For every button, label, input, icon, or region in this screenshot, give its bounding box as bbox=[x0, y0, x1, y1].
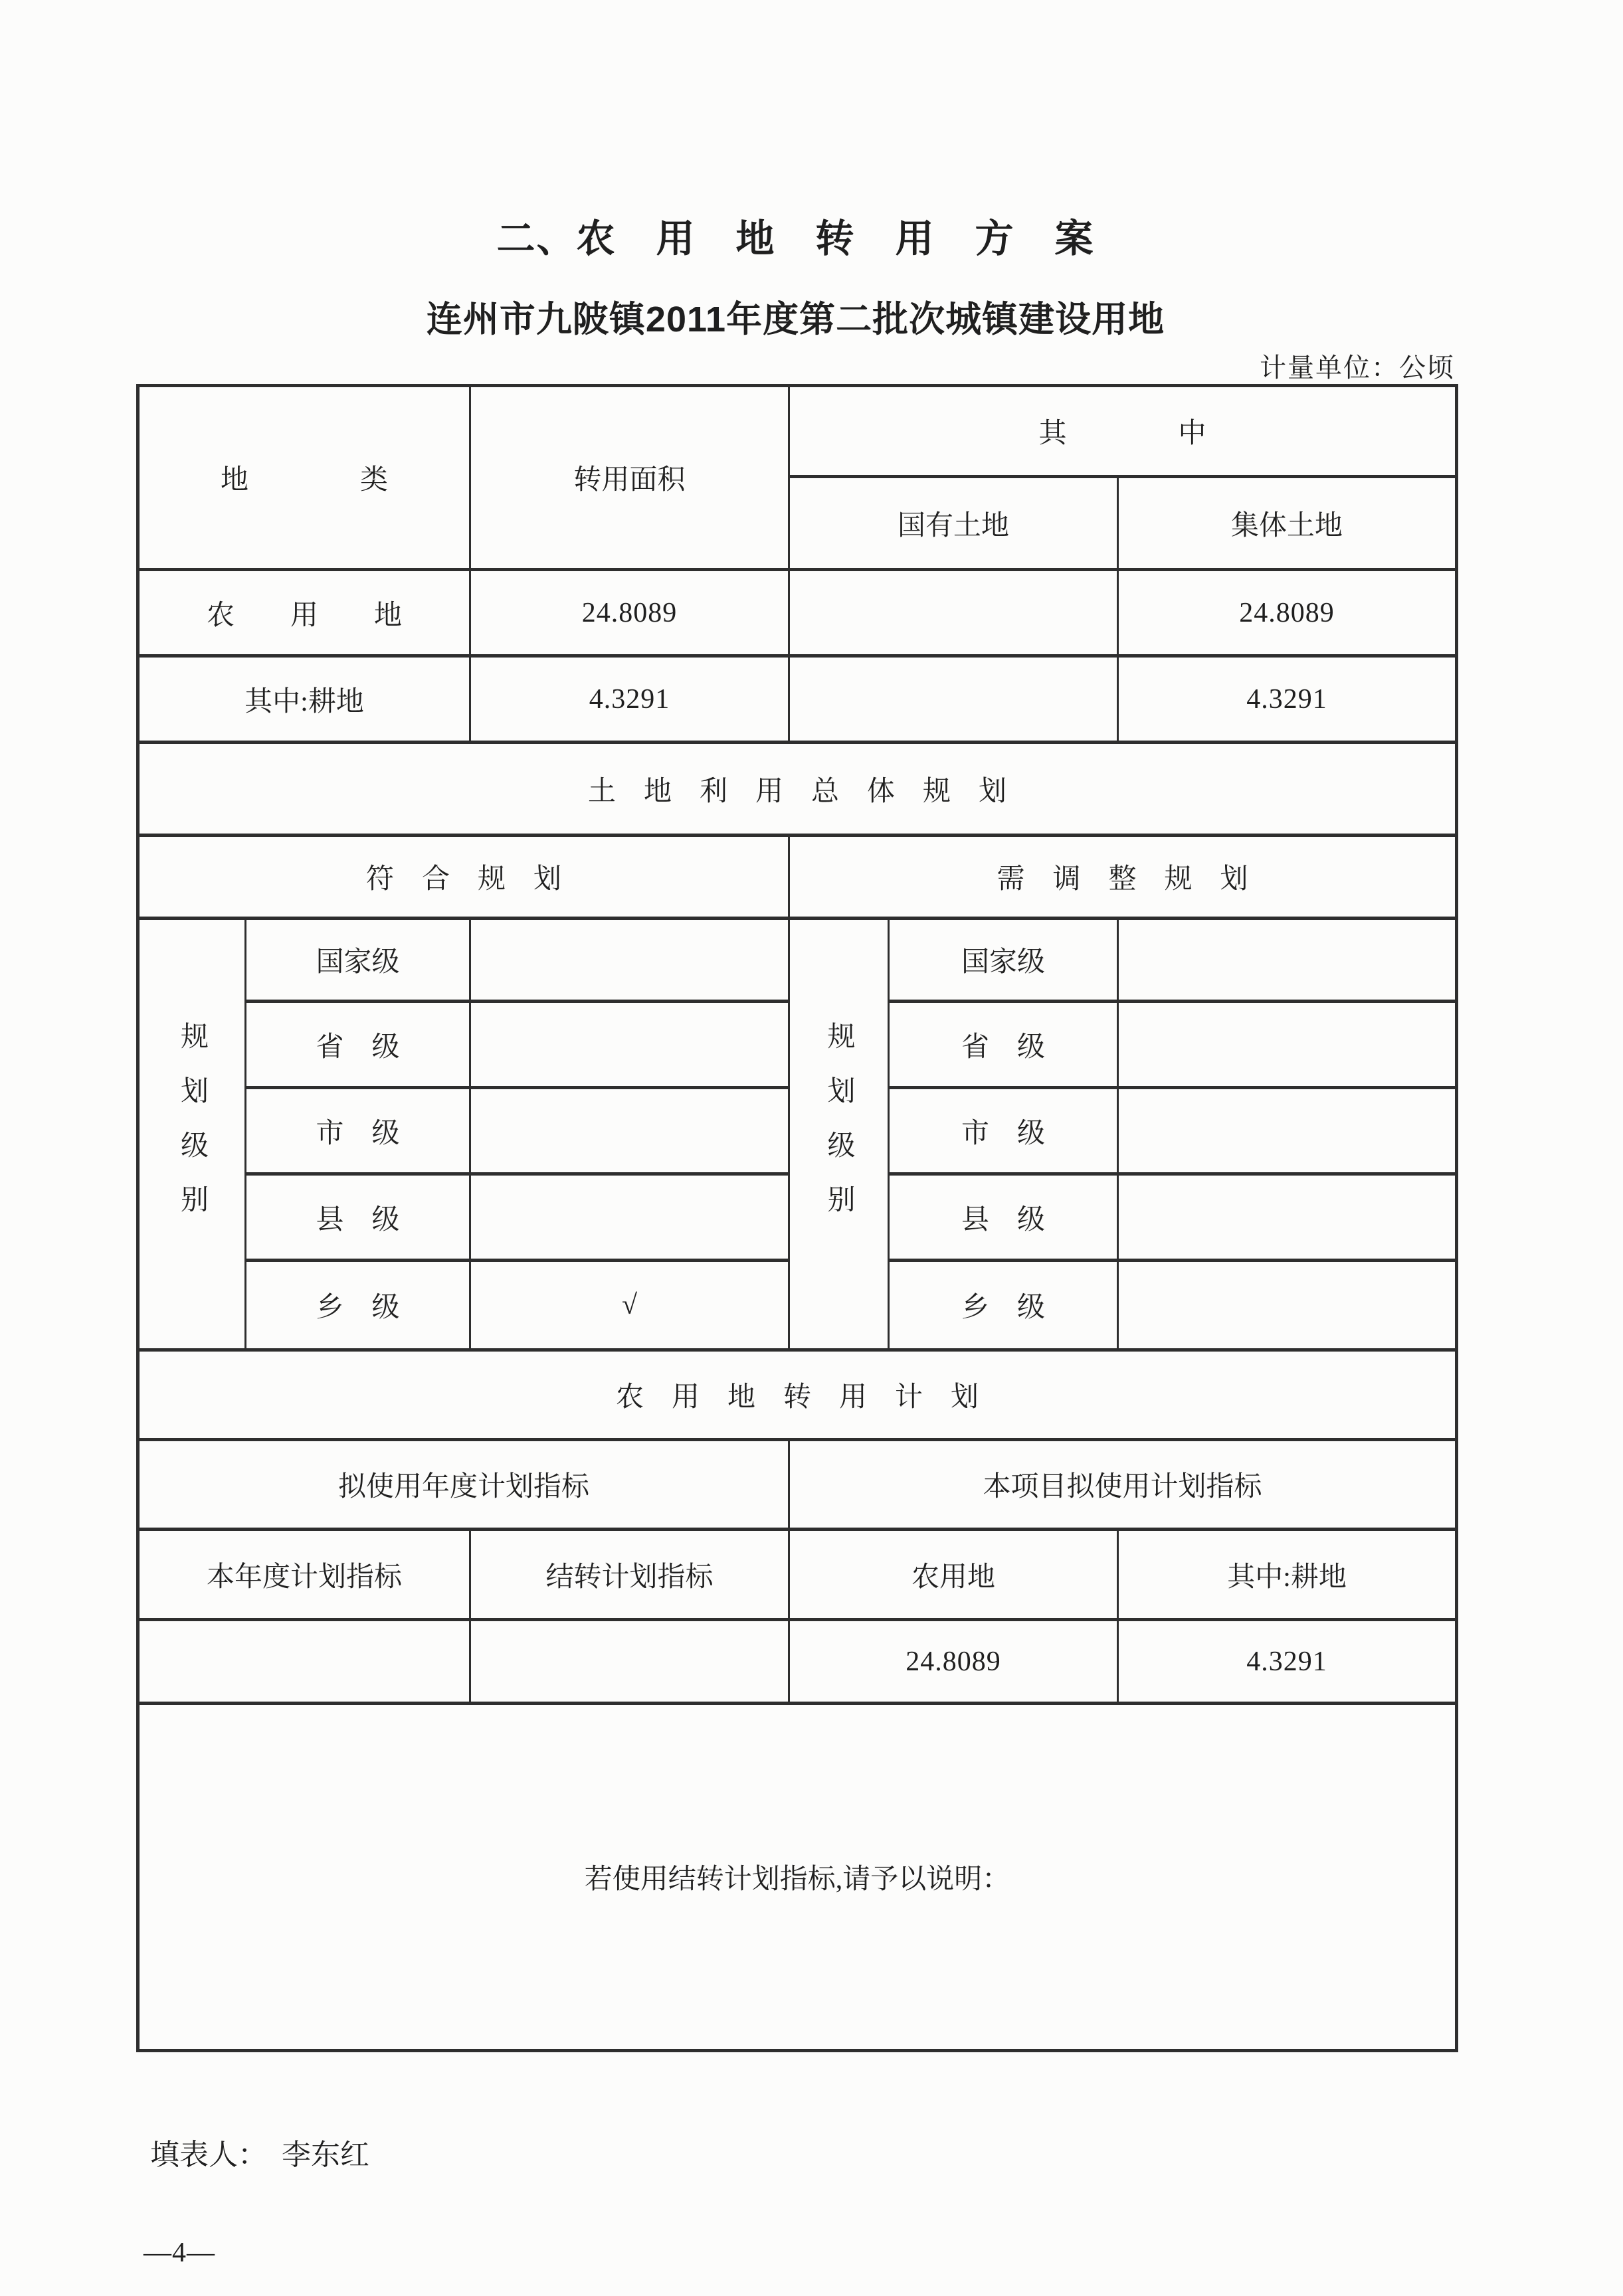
table-row bbox=[138, 1620, 1457, 1704]
cell-level-township-right-value bbox=[1118, 1261, 1457, 1350]
page-number: —4— bbox=[143, 2238, 215, 2268]
cell-level-city-right-value bbox=[1118, 1088, 1457, 1174]
cell-agricultural-converted-area: 24.8089 bbox=[470, 570, 789, 656]
header-conform-plan: 符 合 规 划 bbox=[138, 836, 789, 919]
cell-level-province-right-label: 省 级 bbox=[889, 1002, 1118, 1088]
header-cell-among-which: 其 中 bbox=[789, 386, 1457, 477]
cell-cultivated-converted-area: 4.3291 bbox=[470, 656, 789, 743]
cell-cultivated-collective: 4.3291 bbox=[1118, 656, 1457, 743]
carryover-explanation-cell: 若使用结转计划指标,请予以说明： bbox=[138, 1704, 1457, 2051]
cell-level-city-left-label: 市 级 bbox=[246, 1088, 470, 1174]
header-current-year-quota: 本年度计划指标 bbox=[138, 1530, 470, 1620]
cell-level-county-left-value bbox=[470, 1174, 789, 1261]
table-row bbox=[138, 570, 1457, 656]
cell-level-province-left-label: 省 级 bbox=[246, 1002, 470, 1088]
cell-level-national-left-label: 国家级 bbox=[246, 919, 470, 1002]
cell-level-county-left-label: 县 级 bbox=[246, 1174, 470, 1261]
cell-level-township-right-label: 乡 级 bbox=[889, 1261, 1118, 1350]
axis-plan-level-right bbox=[789, 919, 889, 1350]
cell-agricultural-label: 农 用 地 bbox=[138, 570, 470, 656]
header-cell-converted-area: 转用面积 bbox=[470, 386, 789, 570]
cell-cultivated-label: 其中:耕地 bbox=[138, 656, 470, 743]
table-row bbox=[138, 386, 1457, 477]
cell-level-county-right-value bbox=[1118, 1174, 1457, 1261]
cell-level-national-right-value bbox=[1118, 919, 1457, 1002]
cell-level-county-right-label: 县 级 bbox=[889, 1174, 1118, 1261]
cell-cultivated-state-owned bbox=[789, 656, 1118, 743]
table-row bbox=[138, 1530, 1457, 1620]
header-carryover-quota: 结转计划指标 bbox=[470, 1530, 789, 1620]
table-row bbox=[138, 919, 1457, 1002]
plan-level-vertical-label: 规划级别 bbox=[177, 1021, 207, 1239]
cell-level-township-left-label: 乡 级 bbox=[246, 1261, 470, 1350]
unit-note: 计量单位：公顷 bbox=[1260, 353, 1455, 383]
page-subtitle: 连州市九陂镇2011年度第二批次城镇建设用地 bbox=[426, 300, 1165, 339]
axis-plan-level-left bbox=[138, 919, 246, 1350]
preparer-label: 填表人： bbox=[150, 2139, 267, 2171]
preparer-line bbox=[150, 2131, 369, 2173]
header-adjust-plan: 需 调 整 规 划 bbox=[789, 836, 1457, 919]
cell-agricultural-collective: 24.8089 bbox=[1118, 570, 1457, 656]
cell-level-national-right-label: 国家级 bbox=[889, 919, 1118, 1002]
header-annual-quota: 拟使用年度计划指标 bbox=[138, 1440, 789, 1530]
cell-quota-agricultural-value: 24.8089 bbox=[789, 1620, 1118, 1704]
cell-current-year-quota-value bbox=[138, 1620, 470, 1704]
section-conversion-plan-title: 农 用 地 转 用 计 划 bbox=[138, 1350, 1457, 1440]
preparer-name: 李东红 bbox=[282, 2139, 369, 2171]
header-quota-cultivated: 其中:耕地 bbox=[1118, 1530, 1457, 1620]
land-conversion-table bbox=[136, 384, 1458, 2052]
table-row bbox=[138, 1350, 1457, 1440]
table-row bbox=[138, 1440, 1457, 1530]
cell-agricultural-state-owned bbox=[789, 570, 1118, 656]
header-project-quota: 本项目拟使用计划指标 bbox=[789, 1440, 1457, 1530]
header-cell-land-class: 地 类 bbox=[138, 386, 470, 570]
cell-level-city-right-label: 市 级 bbox=[889, 1088, 1118, 1174]
cell-level-province-right-value bbox=[1118, 1002, 1457, 1088]
cell-level-township-left-value: √ bbox=[470, 1261, 789, 1350]
cell-carryover-quota-value bbox=[470, 1620, 789, 1704]
cell-level-province-left-value bbox=[470, 1002, 789, 1088]
table-row bbox=[138, 1704, 1457, 2051]
table-row bbox=[138, 743, 1457, 836]
section-overall-plan-title: 土 地 利 用 总 体 规 划 bbox=[138, 743, 1457, 836]
header-cell-state-owned: 国有土地 bbox=[789, 477, 1118, 570]
page-title: 二、农 用 地 转 用 方 案 bbox=[496, 217, 1095, 260]
header-cell-collective: 集体土地 bbox=[1118, 477, 1457, 570]
table-row bbox=[138, 656, 1457, 743]
table-row bbox=[138, 836, 1457, 919]
cell-quota-cultivated-value: 4.3291 bbox=[1118, 1620, 1457, 1704]
header-quota-agricultural: 农用地 bbox=[789, 1530, 1118, 1620]
plan-level-vertical-label: 规划级别 bbox=[823, 1021, 854, 1239]
cell-level-national-left-value bbox=[470, 919, 789, 1002]
cell-level-city-left-value bbox=[470, 1088, 789, 1174]
